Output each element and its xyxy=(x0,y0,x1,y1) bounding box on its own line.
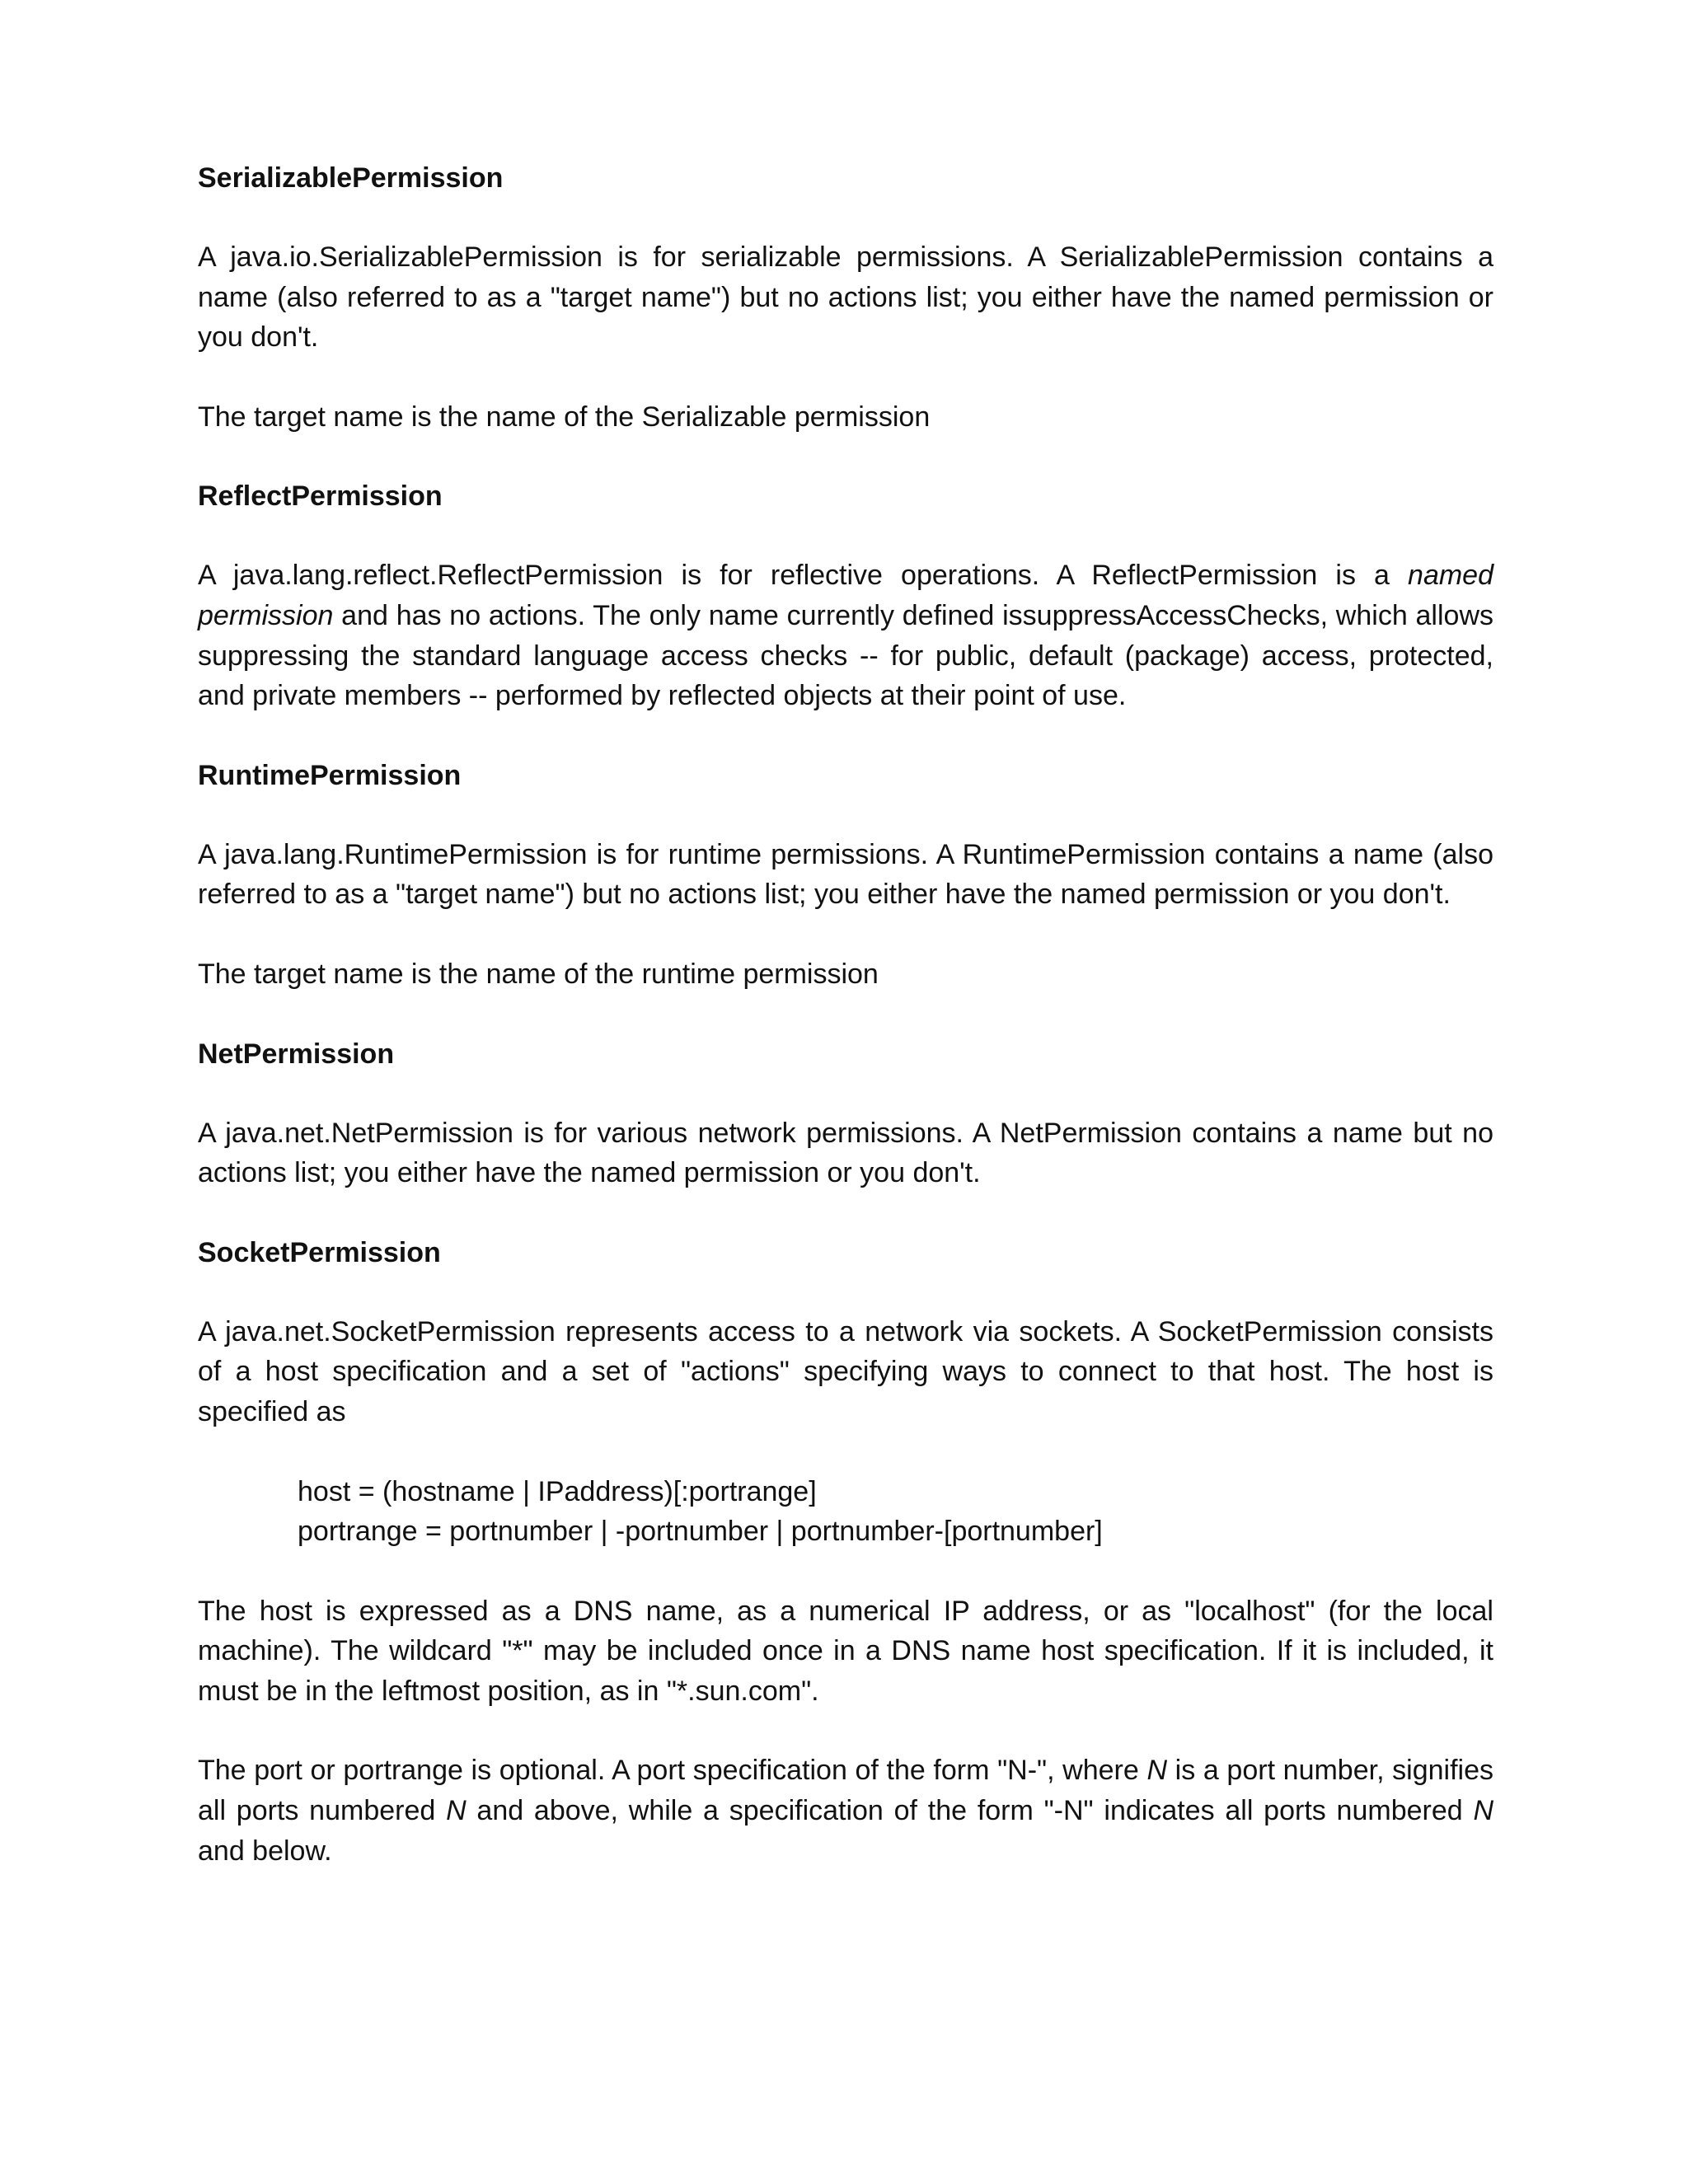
reflect-description xyxy=(198,555,1493,715)
net-description: A java.net.NetPermission is for various network permissions. A NetPermission contains a name but no actions list; you either have the named permission or you don't. xyxy=(198,1117,1493,1189)
heading-net-permission: NetPermission xyxy=(198,1038,395,1070)
serializable-description: A java.io.SerializablePermission is for serializable permissions. A SerializablePermission contains a name (also referred to as a "target name") but no actions list; you either have the named permission or you don't. xyxy=(198,241,1493,354)
reflect-text-a: A java.lang.reflect.ReflectPermission is for reflective operations. A ReflectPermission is a xyxy=(198,560,1409,592)
port-text-c: and above, while a specification of the form "-N" indicates all ports numbered xyxy=(466,1795,1474,1827)
port-text-a: The port or portrange is optional. A port specification of the form "N-", where xyxy=(198,1755,1147,1787)
port-text-d: and below. xyxy=(198,1835,332,1867)
serializable-target-name: The target name is the name of the Serializable permission xyxy=(198,401,931,433)
reflect-emphasis: named permission xyxy=(198,560,1493,631)
portrange-spec-line: portrange = portnumber | -portnumber | portnumber-[portnumber] xyxy=(298,1516,1103,1548)
host-spec-line: host = (hostname | IPaddress)[:portrange] xyxy=(298,1475,817,1507)
port-text-b: is a port number, signifies all ports numbered xyxy=(198,1755,1493,1827)
heading-runtime-permission: RuntimePermission xyxy=(198,759,462,791)
runtime-description: A java.lang.RuntimePermission is for runtime permissions. A RuntimePermission contains a name (also referred to as a "target name") but no actions list; you either have the named permission or you don't. xyxy=(198,838,1493,911)
socket-port-description xyxy=(198,1750,1493,1871)
heading-socket-permission: SocketPermission xyxy=(198,1236,441,1268)
heading-serializable-permission: SerializablePermission xyxy=(198,162,504,194)
port-n-1: N xyxy=(1146,1755,1168,1787)
runtime-target-name: The target name is the name of the runtime permission xyxy=(198,958,879,990)
socket-host-expression: The host is expressed as a DNS name, as a numerical IP address, or as "localhost" (for the local machine). The wildcard "*" may be included once in a DNS name host specification. If it is included, it must be in the leftmost position, as in "*.sun.com". xyxy=(198,1595,1493,1707)
port-n-2: N xyxy=(446,1795,467,1827)
document-page xyxy=(198,158,1493,1910)
host-spec-block xyxy=(298,1472,1493,1552)
heading-reflect-permission: ReflectPermission xyxy=(198,480,443,513)
socket-description: A java.net.SocketPermission represents access to a network via sockets. A SocketPermission consists of a host specification and a set of "actions" specifying ways to connect to that host. The host is specified as xyxy=(198,1315,1493,1427)
port-n-3: N xyxy=(1473,1795,1493,1827)
reflect-text-b: and has no actions. The only name currently defined issuppressAccessChecks, which allows suppressing the standard language access checks -- for public, default (package) access, protected, and private members -- performed by reflected objects at their point of use. xyxy=(198,599,1493,712)
